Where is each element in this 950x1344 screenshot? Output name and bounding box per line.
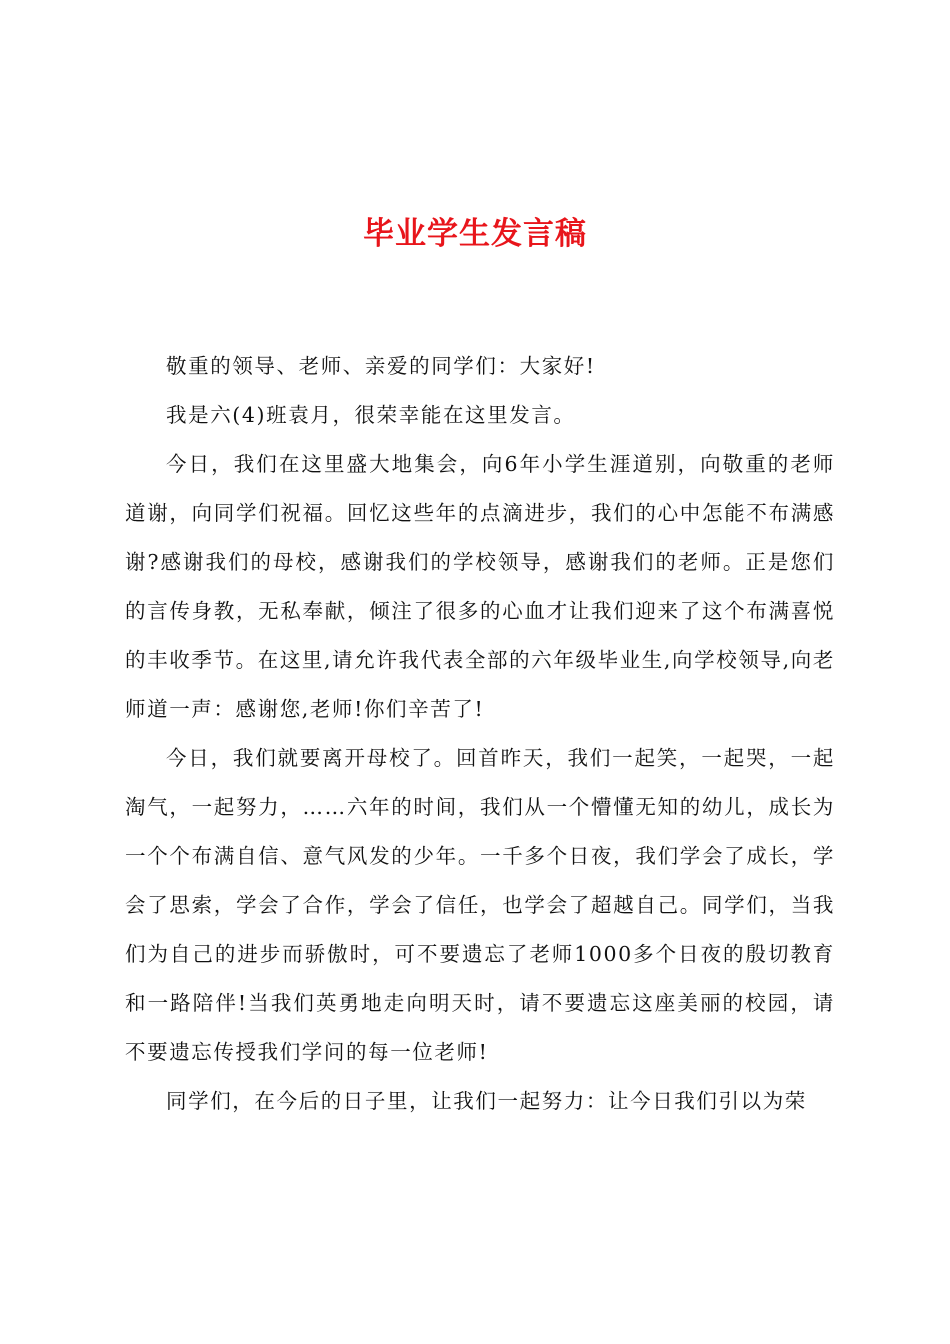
paragraph-future: 同学们，在今后的日子里，让我们一起努力：让今日我们引以为荣 [166, 1089, 807, 1113]
paragraph-memories: 今日，我们就要离开母校了。回首昨天，我们一起笑，一起哭，一起淘气，一起努力，……六年的时间，我们从一个懵懂无知的幼儿，成长为一个个布满自信、意气风发的少年。一千多个日夜，我们学会了成长，学会了思索，学会了合作，学会了信任，也学会了超越自己。同学们，当我们为自己的进步而骄傲时，可不要遗忘了老师1000多个日夜的殷切教育和一路陪伴!当我们英勇地走向明天时，请不要遗忘这座美丽的校园，请不要遗忘传授我们学问的每一位老师! [125, 746, 835, 1064]
document-title: 毕业学生发言稿 [363, 216, 587, 252]
paragraph-gratitude: 今日，我们在这里盛大地集会，向6年小学生涯道别，向敬重的老师道谢，向同学们祝福。回忆这些年的点滴进步，我们的心中怎能不布满感谢?感谢我们的母校，感谢我们的学校领导，感谢我们的老师。正是您们的言传身教，无私奉献，倾注了很多的心血才让我们迎来了这个布满喜悦的丰收季节。在这里,请允许我代表全部的六年级毕业生,向学校领导,向老师道一声：感谢您,老师!你们辛苦了! [125, 452, 835, 721]
paragraph-introduction: 我是六(4)班袁月，很荣幸能在这里发言。 [166, 403, 576, 427]
document-body [125, 342, 835, 1126]
paragraph-greeting: 敬重的领导、老师、亲爱的同学们：大家好! [166, 354, 596, 378]
